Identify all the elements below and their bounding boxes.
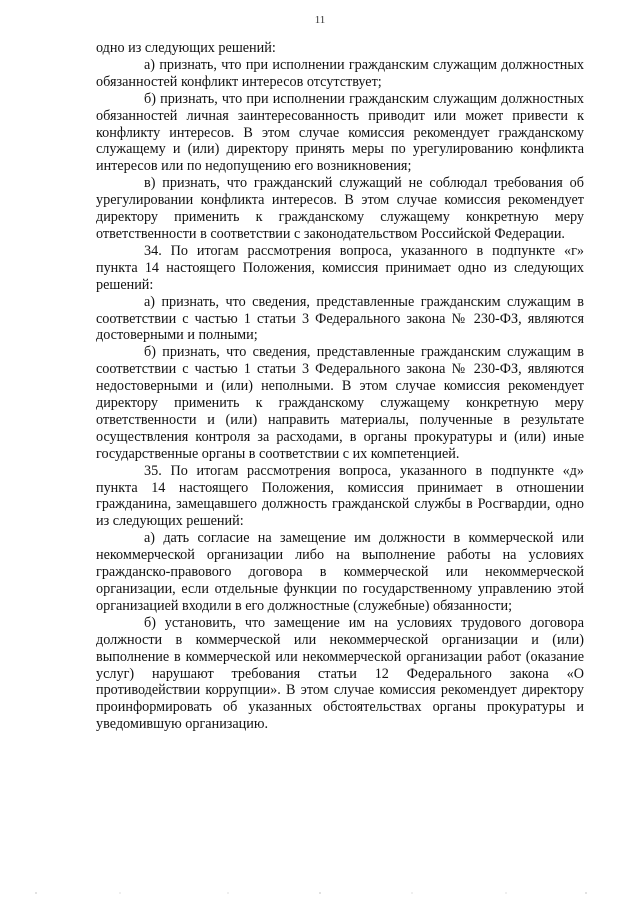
paragraph-33c: в) признать, что гражданский служащий не соблюдал требования об урегулировании конфликта интересов. В этом случае комиссия рекомендует директору применить к гражданскому служащему конкретную меру ответственности в соответствии с законодательством Российской Федерации. bbox=[96, 175, 584, 242]
paragraph-35b: б) установить, что замещение им на условиях трудового договора должности в коммерческой или некоммерческой организации и (или) выполнение в коммерческой или некоммерческой организации работ (оказание услуг) нарушают требования статьи 12 Федерального закона «О противодействии коррупции». В этом случае комиссия рекомендует директору проинформировать об указанных обстоятельствах органы прокуратуры и уведомившую организацию. bbox=[96, 614, 584, 733]
paragraph-34b: б) признать, что сведения, представленные гражданским служащим в соответствии с частью 1 статьи 3 Федерального закона № 230-ФЗ, являются недостоверными и (или) неполными. В этом случае комиссия рекомендует директору применить к гражданскому служащему конкретную меру ответственности и (или) направить материалы, полученные в результате осуществления контроля за расходами, в органы прокуратуры и (или) иные государственные органы в соответствии с их компетенцией. bbox=[96, 344, 584, 462]
paragraph-35a: а) дать согласие на замещение им должности в коммерческой или некоммерческой организации либо на выполнение работы на условиях гражданско-правового договора в коммерческой или некоммерческой организации, если отдельные функции по государственному управлению этой организацией входили в его должностные (служебные) обязанности; bbox=[96, 530, 584, 614]
document-body bbox=[96, 40, 584, 733]
paragraph-34a: а) признать, что сведения, представленные гражданским служащим в соответствии с частью 1 статьи 3 Федерального закона № 230-ФЗ, являются достоверными и полными; bbox=[96, 293, 584, 344]
paragraph-35: 35. По итогам рассмотрения вопроса, указанного в подпункте «д» пункта 14 настоящего Положения, комиссия принимает в отношении гражданина, замещавшего должность гражданской службы в Росгвардии, одно из следующих решений: bbox=[96, 462, 584, 530]
paragraph-33a: а) признать, что при исполнении гражданским служащим должностных обязанностей конфликт интересов отсутствует; bbox=[96, 56, 584, 90]
paragraph-33b: б) признать, что при исполнении гражданским служащим должностных обязанностей личная заинтересованность приводит или может привести к конфликту интересов. В этом случае комиссия рекомендует гражданскому служащему и (или) директору принять меры по урегулированию конфликта интересов или по недопущению его возникновения; bbox=[96, 90, 584, 175]
scan-noise bbox=[0, 891, 640, 895]
page-number: 11 bbox=[314, 14, 326, 26]
paragraph-34: 34. По итогам рассмотрения вопроса, указанного в подпункте «г» пункта 14 настоящего Положения, комиссия принимает одно из следующих решений: bbox=[96, 242, 584, 293]
paragraph-continuation: одно из следующих решений: bbox=[96, 40, 276, 56]
